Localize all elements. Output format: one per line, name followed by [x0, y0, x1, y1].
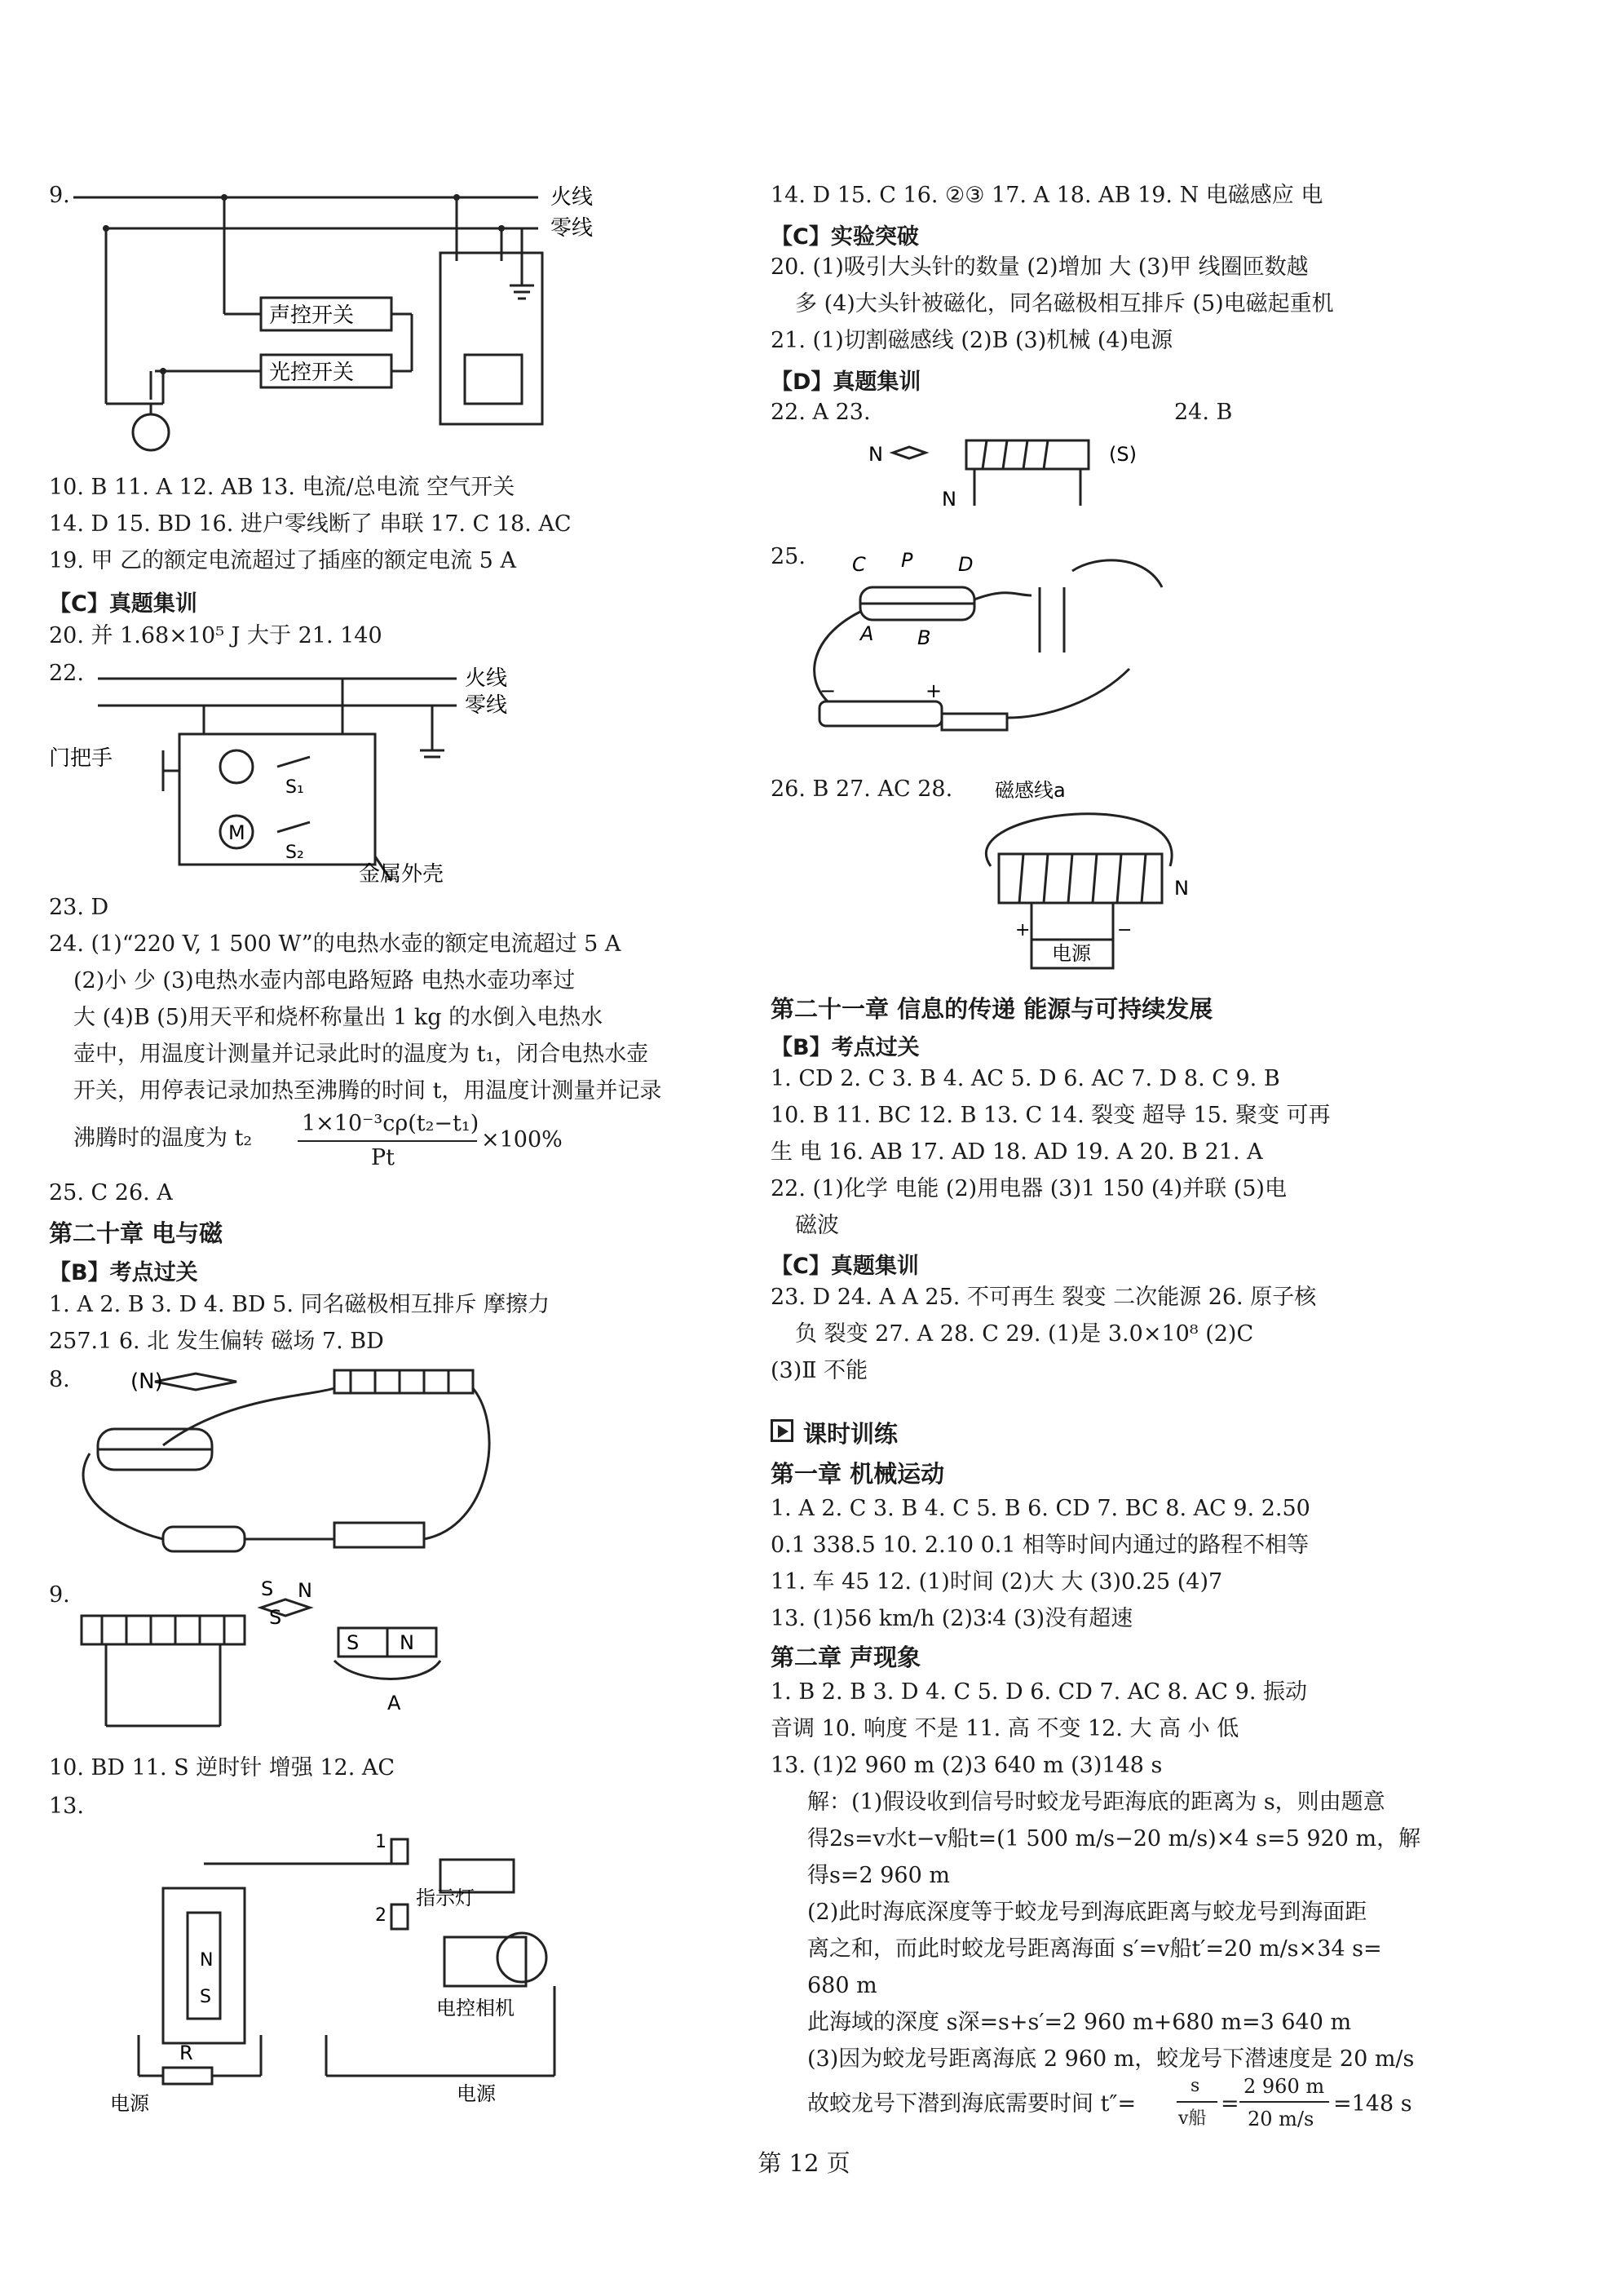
chapter-title: 第二十一章 信息的传递 能源与可持续发展 — [771, 995, 1213, 1023]
chapter-title: 第一章 机械运动 — [771, 1460, 945, 1488]
section-heading: 【B】考点过关 — [49, 1260, 198, 1285]
solution-line: 故蛟龙号下潜到海底需要时间 t″= — [807, 2091, 1137, 2117]
point-a-label: A — [387, 1692, 401, 1714]
solution-line: 解：(1)假设收到信号时蛟龙号距海底的距离为 s，则由题意 — [807, 1789, 1385, 1815]
answer-line: 开关，用停表记录加热至沸腾的时间 t，用温度计测量并记录 — [73, 1078, 662, 1104]
q25-label: 25. — [771, 544, 806, 569]
play-icon — [771, 1419, 793, 1442]
answer-line: 负 裂变 27. A 28. C 29. (1)是 3.0×10⁸ (2)C — [795, 1321, 1254, 1347]
door-circuit-figure — [49, 661, 571, 889]
door-handle-label: 门把手 — [49, 746, 113, 771]
section-heading: 【D】真题集训 — [771, 369, 921, 395]
electromagnet-experiment-figure — [803, 538, 1227, 759]
camera-label: 电控相机 — [436, 1997, 515, 2020]
answer-line: 20. 并 1.68×10⁵ J 大于 21. 140 — [49, 623, 382, 648]
source2-label: 电源 — [457, 2082, 496, 2105]
sound-switch-label: 声控开关 — [269, 303, 355, 328]
answer-line: 22. (1)化学 电能 (2)用电器 (3)1 150 (4)并联 (5)电 — [771, 1176, 1287, 1201]
fraction-numerator: s — [1191, 2076, 1200, 2096]
contact-2-label: 2 — [375, 1905, 387, 1926]
live-wire-label: 火线 — [465, 666, 508, 691]
answer-line: 13. (1)2 960 m (2)3 640 m (3)148 s — [771, 1753, 1163, 1778]
q9b-label: 9. — [49, 1582, 70, 1608]
s2-label: S₂ — [285, 843, 304, 863]
answer-line: 257.1 6. 北 发生偏转 磁场 7. BD — [49, 1329, 384, 1354]
s-label: (S) — [1109, 443, 1137, 466]
a-label: A — [860, 622, 874, 645]
section-heading: 【C】真题集训 — [771, 1254, 919, 1279]
answer-line: 23. D 24. A A 25. 不可再生 裂变 二次能源 26. 原子核 — [771, 1285, 1317, 1310]
answer-line: 壶中，用温度计测量并记录此时的温度为 t₁，闭合电热水壶 — [73, 1042, 649, 1067]
d-label: D — [958, 553, 974, 576]
s-label: S — [261, 1577, 274, 1600]
answer-line: 10. B 11. BC 12. B 13. C 14. 裂变 超导 15. 聚变 可再 — [771, 1103, 1331, 1128]
p-label: P — [901, 549, 913, 572]
answer-line: 24. (1)“220 V, 1 500 W”的电热水壶的额定电流超过 5 A — [49, 931, 621, 957]
answer-line: (2)小 少 (3)电热水壶内部电路短路 电热水壶功率过 — [73, 968, 576, 993]
b-label: B — [917, 626, 931, 649]
light-switch-label: 光控开关 — [269, 361, 355, 385]
n-label: N — [868, 443, 883, 466]
solution-line: 此海域的深度 s深=s+s′=2 960 m+680 m=3 640 m — [807, 2010, 1352, 2035]
answer-line: 23. D — [49, 895, 109, 920]
solution-line: 得s=2 960 m — [807, 1863, 950, 1888]
answer-line: 22. A 23. — [771, 400, 871, 425]
n-pole-label: (N) — [130, 1369, 163, 1394]
chapter-title: 第二十章 电与磁 — [49, 1219, 223, 1247]
answer-line: 24. B — [1174, 400, 1233, 425]
rheostat-circuit-figure — [65, 1364, 522, 1576]
fraction-numerator: 2 960 m — [1244, 2075, 1325, 2098]
section-title: 课时训练 — [803, 1420, 899, 1448]
answer-line: 21. (1)切割磁感线 (2)B (3)机械 (4)电源 — [771, 328, 1173, 353]
fraction-denominator: 20 m/s — [1248, 2108, 1314, 2130]
answer-line: 多 (4)大头针被磁化，同名磁极相互排斥 (5)电磁起重机 — [795, 291, 1334, 316]
page-number: 第 12 页 — [758, 2149, 850, 2177]
section-heading: 【B】考点过关 — [771, 1035, 920, 1060]
answer-line: 生 电 16. AB 17. AD 18. AD 19. A 20. B 21. A — [771, 1139, 1263, 1165]
answer-line: 26. B 27. AC 28. — [771, 776, 953, 802]
n-label: N — [200, 1950, 214, 1971]
metal-shell-label: 金属外壳 — [359, 862, 444, 887]
q8-label: 8. — [49, 1367, 70, 1392]
minus-label: − — [819, 679, 837, 702]
answer-line: 大 (4)B (5)用天平和烧杯称量出 1 kg 的水倒入电热水 — [73, 1005, 603, 1030]
answer-line: 14. D 15. BD 16. 进户零线断了 串联 17. C 18. AC — [49, 511, 572, 537]
q13-label: 13. — [49, 1794, 84, 1819]
solution-line: (2)此时海底深度等于蛟龙号到海底距离与蛟龙号到海面距 — [807, 1900, 1367, 1925]
answer-line: 14. D 15. C 16. ②③ 17. A 18. AB 19. N 电磁感应 电 — [771, 183, 1323, 208]
coil-figure — [868, 424, 1137, 522]
formula-denominator: Pt — [371, 1145, 395, 1170]
formula-tail: ×100% — [481, 1127, 563, 1152]
answer-line: 11. 车 45 12. (1)时间 (2)大 大 (3)0.25 (4)7 — [771, 1569, 1223, 1595]
solution-line: 得2s=v水t−v船t=(1 500 m/s−20 m/s)×4 s=5 920 m，解 — [807, 1826, 1421, 1851]
switch-label: S — [269, 1606, 282, 1629]
neutral-wire-label: 零线 — [465, 693, 508, 718]
solution-line: 680 m — [807, 1973, 877, 1998]
answer-line: 20. (1)吸引大头针的数量 (2)增加 大 (3)甲 线圈匝数越 — [771, 254, 1309, 280]
section-heading: 【C】实验突破 — [771, 224, 919, 250]
field-line-figure — [950, 776, 1211, 980]
answer-line: 1. A 2. B 3. D 4. BD 5. 同名磁极相互排斥 摩擦力 — [49, 1292, 550, 1317]
answer-line: 13. (1)56 km/h (2)3∶4 (3)没有超速 — [771, 1606, 1133, 1631]
answer-line: 1. B 2. B 3. D 4. C 5. D 6. CD 7. AC 8. AC 9. 振动 — [771, 1679, 1308, 1705]
neutral-wire-label: 零线 — [550, 216, 594, 241]
s-label: S — [200, 1987, 211, 2007]
relay-camera-circuit-figure — [65, 1790, 571, 2117]
answer-line: 音调 10. 响度 不是 11. 高 不变 12. 大 高 小 低 — [771, 1716, 1239, 1741]
fraction-denominator: v船 — [1178, 2108, 1207, 2129]
c-label: C — [852, 553, 866, 576]
source1-label: 电源 — [110, 2092, 149, 2115]
q9-label: 9. — [49, 183, 70, 208]
answer-line: (3)Ⅱ 不能 — [771, 1358, 868, 1383]
fraction-bar — [298, 1140, 477, 1142]
answer-line: 1. CD 2. C 3. B 4. AC 5. D 6. AC 7. D 8. C 9. B — [771, 1066, 1280, 1091]
contact-1-label: 1 — [375, 1832, 387, 1852]
magnet-n-label: N — [400, 1631, 414, 1654]
resistor-label: R — [179, 2042, 193, 2064]
n-label: N — [1174, 877, 1189, 900]
section-heading: 【C】真题集训 — [49, 591, 197, 617]
formula-numerator: 1×10⁻³cρ(t₂−t₁) — [302, 1111, 479, 1136]
live-wire-label: 火线 — [550, 185, 594, 210]
answer-line: 磁波 — [795, 1213, 839, 1238]
answer-line: 沸腾时的温度为 t₂ — [73, 1126, 253, 1151]
answer-line: 19. 甲 乙的额定电流超过了插座的额定电流 5 A — [49, 548, 516, 573]
solution-tail: =148 s — [1333, 2091, 1412, 2117]
household-circuit-figure — [65, 179, 595, 449]
field-line-label: 磁感线a — [995, 779, 1066, 802]
n2-label: N — [942, 488, 956, 511]
solution-line: 离之和，而此时蛟龙号距离海面 s′=v船t′=20 m/s×34 s= — [807, 1936, 1382, 1962]
motor-symbol: M — [228, 821, 245, 844]
fraction-bar — [1177, 2101, 1217, 2103]
chapter-title: 第二章 声现象 — [771, 1643, 921, 1671]
answer-line: 1. A 2. C 3. B 4. C 5. B 6. CD 7. BC 8. AC 9. 2.50 — [771, 1496, 1310, 1521]
s1-label: S₁ — [285, 777, 304, 798]
fraction-bar — [1239, 2101, 1329, 2103]
minus-label: − — [1117, 920, 1133, 940]
magnet-s-label: S — [347, 1631, 360, 1654]
plus-label: + — [1015, 920, 1031, 940]
source-label: 电源 — [1052, 942, 1091, 965]
solution-line: (3)因为蛟龙号距离海底 2 960 m，蛟龙号下潜速度是 20 m/s — [807, 2046, 1415, 2072]
answer-line: 10. B 11. A 12. AB 13. 电流/总电流 空气开关 — [49, 475, 515, 500]
lamp-label: 指示灯 — [416, 1887, 475, 1909]
answer-line: 25. C 26. A — [49, 1180, 173, 1206]
plus-label: + — [925, 679, 943, 702]
answer-line: 0.1 338.5 10. 2.10 0.1 相等时间内通过的路程不相等 — [771, 1533, 1310, 1558]
solenoid-figure — [65, 1579, 473, 1742]
n-label: N — [298, 1579, 312, 1602]
answer-line: 10. BD 11. S 逆时针 增强 12. AC — [49, 1755, 395, 1781]
q22-label: 22. — [49, 661, 84, 686]
